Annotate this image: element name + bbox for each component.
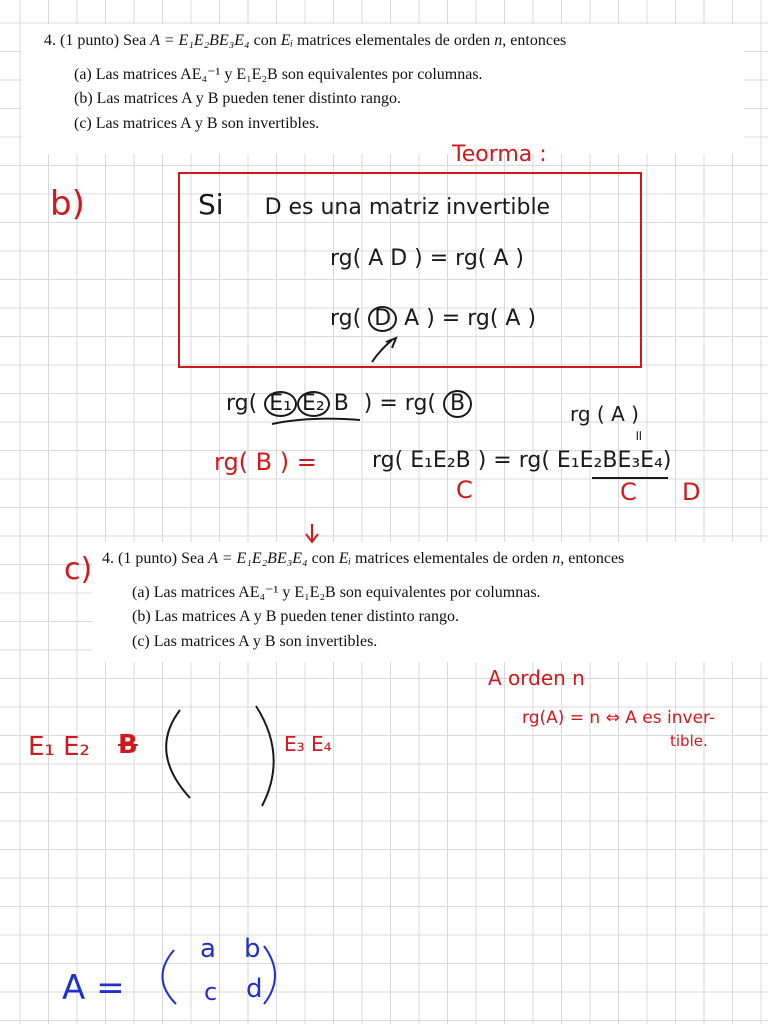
option-text: Las matrices A y B son invertibles.	[95, 115, 320, 132]
option-label: (c)	[74, 115, 92, 132]
underline-e1e2	[272, 419, 360, 424]
a-equals: A =	[62, 968, 125, 1008]
red-down-arrow	[306, 524, 318, 542]
matrix-b: b	[244, 934, 261, 964]
box-line-1-text: D es una matriz invertible	[264, 195, 551, 220]
question-intro-post: matrices elementales de orden	[355, 550, 549, 567]
teorema-note: Teorma :	[452, 142, 547, 167]
question-number: 4.	[44, 32, 56, 49]
matrix-left-paren	[162, 950, 176, 1004]
rg-a-right: rg ( A )	[570, 402, 639, 426]
option-label: (a)	[74, 66, 92, 83]
option-label: (c)	[132, 633, 150, 650]
under-c-1: C	[456, 476, 473, 504]
question-ei: Eᵢ	[280, 32, 294, 49]
option-text: Las matrices A y B pueden tener distinto rango.	[154, 608, 460, 625]
question-points: (1 punto)	[118, 550, 178, 567]
answer-c-label: c)	[64, 552, 93, 587]
option-label: (b)	[74, 90, 93, 107]
left-paren	[166, 710, 190, 798]
question-tail: , entonces	[502, 32, 567, 49]
line4-pre: rg(	[226, 391, 258, 416]
rank-line-5-red: rg( B ) =	[214, 448, 317, 476]
option-label: (b)	[132, 608, 151, 625]
right-paren	[256, 706, 274, 806]
option-label: (a)	[132, 584, 150, 601]
question-n: n	[494, 32, 503, 49]
box-line-3-pre: rg(	[330, 306, 362, 331]
option-text: Las matrices A y B pueden tener distinto rango.	[96, 90, 402, 107]
question-tail: , entonces	[560, 550, 625, 567]
answer-b-label: b)	[50, 184, 85, 224]
question-intro: Sea	[181, 550, 205, 567]
matrix-d: d	[246, 974, 263, 1004]
box-line-2: rg( A D ) = rg( A )	[330, 246, 525, 271]
question-points: (1 punto)	[60, 32, 120, 49]
option-text: Las matrices A y B son invertibles.	[153, 633, 378, 650]
e3e4-note: E₃ E₄	[284, 732, 332, 756]
box-line-3-post: A ) = rg( A )	[404, 306, 537, 331]
box-si: Si	[198, 188, 224, 221]
line4-b: B	[333, 391, 349, 416]
under-d: D	[682, 478, 701, 506]
rank-line-5-black: rg( E₁E₂B ) = rg( E₁E₂BE₃E₄)	[372, 448, 672, 473]
rg-a-n-note: rg(A) = n ⇔ A es inver-	[522, 708, 716, 728]
circled-d: D	[368, 306, 397, 332]
a-orden-note: A orden n	[488, 666, 585, 690]
question-formula: A = E₁E₂BE₃E₄	[208, 550, 308, 567]
question-intro-post: matrices elementales de orden	[297, 32, 491, 49]
matrix-right-paren	[264, 946, 275, 1004]
question-formula: A = E₁E₂BE₃E₄	[150, 32, 250, 49]
circled-e2: E₂	[297, 391, 330, 417]
question-ei: Eᵢ	[338, 550, 352, 567]
equals-vertical: ॥	[634, 428, 643, 444]
circled-e1: E₁	[264, 391, 297, 417]
under-c-2: C	[620, 478, 637, 506]
tible-note: tible.	[670, 732, 708, 750]
matrix-c: c	[204, 978, 218, 1006]
line4-mid: ) = rg(	[363, 391, 436, 416]
question-intro-mid: con	[253, 32, 277, 49]
question-intro: Sea	[123, 32, 147, 49]
matrix-a: a	[200, 934, 216, 964]
scribbled-b: B	[118, 730, 138, 760]
circled-b: B	[443, 390, 472, 418]
question-intro-mid: con	[311, 550, 335, 567]
e1e2-note: E₁ E₂	[28, 732, 90, 762]
option-text: Las matrices AE₄⁻¹ y E₁E₂B son equivalentes por columnas.	[95, 66, 483, 83]
question-number: 4.	[102, 550, 114, 567]
arrow-stroke	[372, 340, 392, 362]
option-text: Las matrices AE₄⁻¹ y E₁E₂B son equivalentes por columnas.	[153, 584, 541, 601]
question-n: n	[552, 550, 561, 567]
